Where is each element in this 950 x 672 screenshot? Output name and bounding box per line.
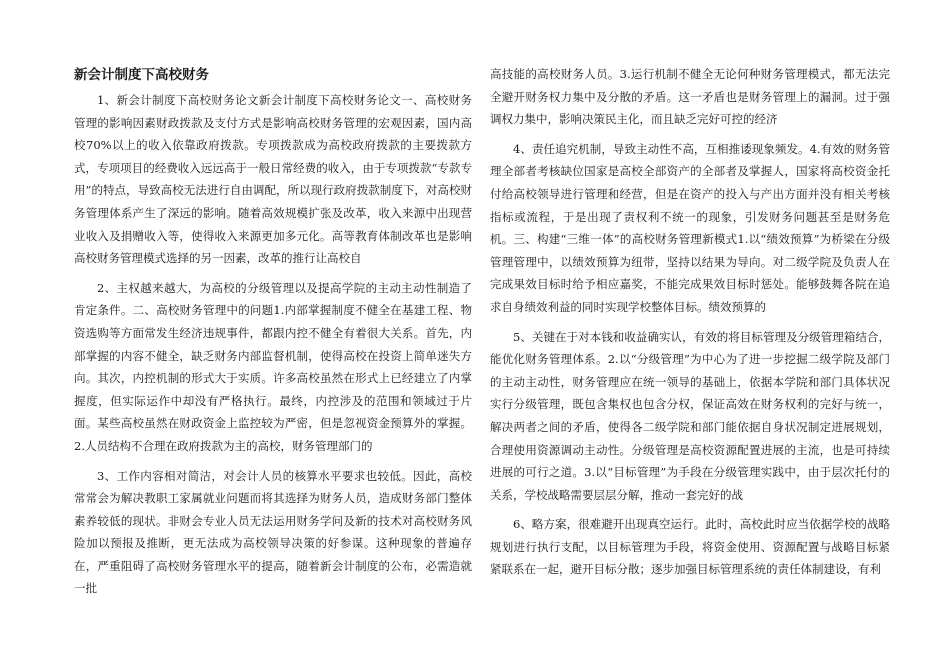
paragraph-6: 6、略方案，很难避开出现真空运行。此时，高校此时应当依据学校的战略规划进行执行支配，以目标管理为手段，将资金使用、资源配置与战略目标紧紧联系在一起，避开目标分散；逐步加强目标管理系统的责任体制建设，有利 (490, 517, 890, 577)
paragraph-2: 2、主权越来越大，为高校的分级管理以及提高学院的主动主动性制造了肯定条件。二、高校财务管理中的问题1.内部掌握制度不健全在基建工程、物资选购等方面常发生经济违规事件，都跟内控不健全有着很大关系。首先，内部掌握的内容不健全，缺乏财务内部监督机制，使得高校在投资上简单迷失方向。其次，内控机制的形式大于实质。许多高校虽然在形式上已经建立了内掌握度，但实际运作中却没有严格执行。最终，内控涉及的范围和领域过于片面。某些高校虽然在财政资金上监控较为严密，但是忽视资金预算外的掌握。2.人员结构不合理在政府拨款为主的高校，财务管理部门的 (74, 280, 472, 453)
right-column (490, 63, 890, 581)
paragraph-3: 3、工作内容相对简洁，对会计人员的核算水平要求也较低。因此，高校常常会为解决教职工家属就业问题而将其选择为财务人员，造成财务部门整体素养较低的现状。非财会专业人员无法运用财务学问及新的技术对高校财务风险加以预报及推断，更无法成为高校领导决策的好参谋。这种现象的普遍存在，严重阻碍了高校财务管理水平的提高，随着新会计制度的公布，必需造就一批 (74, 468, 472, 596)
document-title: 新会计制度下高校财务 (74, 67, 209, 83)
left-column (74, 89, 472, 600)
paragraph-4: 4、责任追究机制，导致主动性不高，互相推诿现象频发。4.有效的财务管理全部者考核缺位国家是高校全部资产的全部者及掌握人，国家将高校资金托付给高校领导进行管理和经营，但是在资产的投入与产出方面并没有相关考核指标或流程，于是出现了责权利不统一的现象，引发财务问题甚至是财务危机。三、构建“三维一体”的高校财务管理新模式1.以“绩效预算”为桥梁在分级管理管理中，以绩效预算为纽带，坚持以结果为导向。对二级学院及负责人在完成果效目标时给予相应嘉奖，不能完成果效目标时惩处。能够鼓舞各院在追求自身绩效利益的同时实现学校整体目标。绩效预算的 (490, 141, 890, 314)
paragraph-3-continued: 高技能的高校财务人员。3.运行机制不健全无论何种财务管理模式，都无法完全避开财务权力集中及分散的矛盾。这一矛盾也是财务管理上的漏洞。过于强调权力集中，影响决策民主化，而且缺乏完好可控的经济 (490, 67, 890, 127)
paragraph-1: 1、新会计制度下高校财务论文新会计制度下高校财务论文一、高校财务管理的影响因素财政拨款及支付方式是影响高校财务管理的宏观因素，国内高校70%以上的收入依靠政府拨款。专项拨款成为高校政府拨款的主要拨款方式，专项项目的经费收入远远高于一般日常经费的收入，由于专项拨款“专款专用”的特点，导致高校无法进行自由调配，所以现行政府拨款制度下，对高校财务管理体系产生了深远的影响。随着高效规模扩张及改革，收入来源中出现营业收入及捐赠收入等，使得收入来源更加多元化。高等教育体制改革也是影响高校财务管理模式选择的另一因素，改革的推行让高校自 (74, 93, 472, 266)
paragraph-5: 5、关键在于对本钱和收益确实认，有效的将目标管理及分级管理箱结合，能优化财务管理体系。2.以“分级管理”为中心为了进一步挖掘二级学院及部门的主动主动性，财务管理应在统一领导的基础上，依据本学院和部门具体状况实行分级管理，既包含集权也包含分权，保证高效在财务权利的完好与统一，解决两者之间的矛盾，使得各二级学院和部门能依据自身状况制定进展规划，合理使用资源调动主动性。分级管理是高校资源配置进展的主流，也是可持续进展的可行之道。3.以“目标管理”为手段在分级管理实践中，由于层次托付的关系，学校战略需要层层分解，推动一套完好的战 (490, 329, 890, 502)
